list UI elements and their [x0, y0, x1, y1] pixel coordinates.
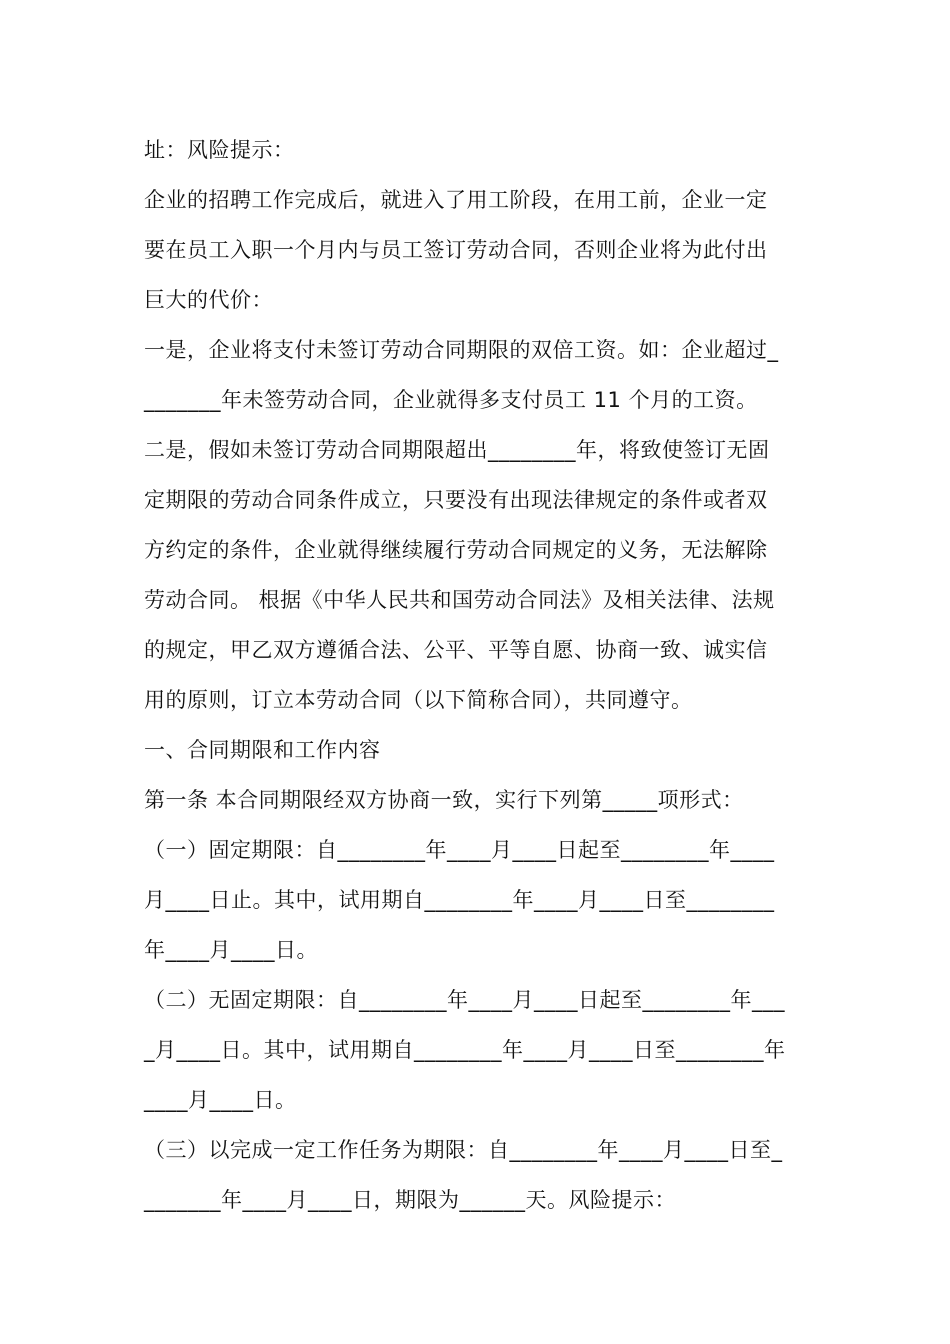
text-line: 定期限的劳动合同条件成立，只要没有出现法律规定的条件或者双 [144, 488, 768, 512]
text-line: 的规定，甲乙双方遵循合法、公平、平等自愿、协商一致、诚实信 [144, 638, 768, 662]
text-line: 二是，假如未签订劳动合同期限超出________年，将致使签订无固 [144, 438, 770, 462]
text-line: _______年未签劳动合同，企业就得多支付员工 11 个月的工资。 [144, 388, 758, 412]
text-line: 第一条 本合同期限经双方协商一致，实行下列第_____项形式： [144, 788, 744, 812]
text-line: 要在员工入职一个月内与员工签订劳动合同，否则企业将为此付出 [144, 238, 768, 262]
text-line: 年____月____日。 [144, 938, 318, 962]
text-line: 企业的招聘工作完成后，就进入了用工阶段，在用工前，企业一定 [144, 188, 768, 212]
text-line: （二）无固定期限：自________年____月____日起至________年___ [144, 988, 785, 1012]
text-line: （三）以完成一定工作任务为期限：自________年____月____日至_ [144, 1138, 783, 1162]
text-line: （一）固定期限：自________年____月____日起至________年____ [144, 838, 775, 862]
text-line: _月____日。其中，试用期自________年____月____日至________年 [144, 1038, 786, 1062]
text-line: 用的原则，订立本劳动合同（以下简称合同），共同遵守。 [144, 688, 693, 712]
section-heading: 一、合同期限和工作内容 [144, 738, 381, 762]
text-line: 址：风险提示： [144, 138, 295, 162]
text-line: 劳动合同。 根据《中华人民共和国劳动合同法》及相关法律、法规 [144, 588, 775, 612]
text-line: 一是，企业将支付未签订劳动合同期限的双倍工资。如：企业超过_ [144, 338, 779, 362]
text-line: ____月____日。 [144, 1088, 297, 1112]
text-line: _______年____月____日，期限为______天。风险提示： [144, 1188, 676, 1212]
text-line: 月____日止。其中，试用期自________年____月____日至________ [144, 888, 775, 912]
text-line: 方约定的条件，企业就得继续履行劳动合同规定的义务，无法解除 [144, 538, 768, 562]
text-line: 巨大的代价： [144, 288, 273, 312]
